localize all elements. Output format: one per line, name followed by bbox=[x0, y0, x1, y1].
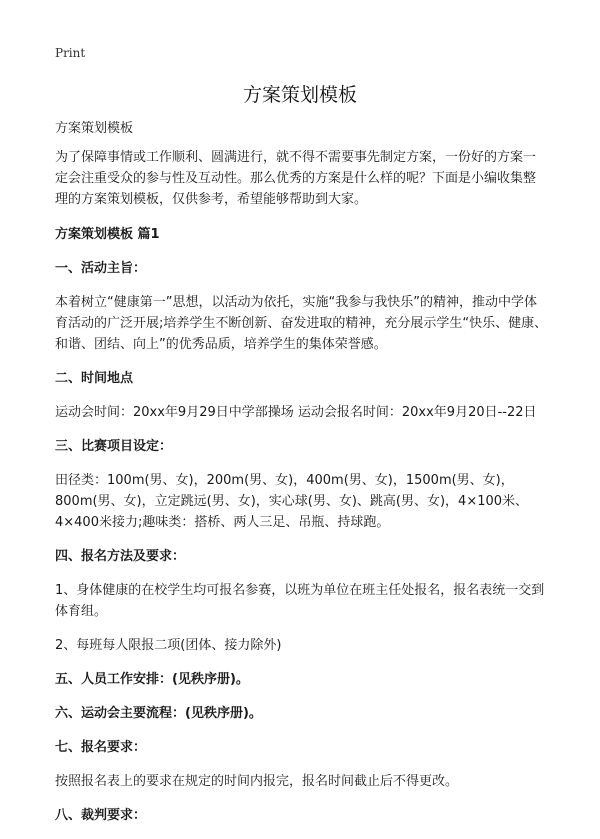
section-heading-8: 八、裁判要求： bbox=[55, 808, 147, 823]
section-3-paragraph: 田径类：100m(男、女)，200m(男、女)，400m(男、女)，1500m(男、女)，800m(男、女)，立定跳远(男、女)，实心球(男、女)、跳高(男、女)，4×100米、4×400米接力;趣味类：搭桥、两人三足、吊瓶、持球跑。 bbox=[55, 473, 529, 530]
section-heading-5: 五、人员工作安排：(见秩序册)。 bbox=[55, 672, 249, 687]
section-4-paragraph-2: 2、每班每人限报二项(团体、接力除外) bbox=[55, 638, 282, 653]
section-7-paragraph: 按照报名表上的要求在规定的时间内报完，报名时间截止后不得更改。 bbox=[55, 774, 459, 789]
section-heading-3: 三、比赛项目设定： bbox=[55, 439, 173, 454]
document-subtitle: 方案策划模板 bbox=[55, 121, 134, 136]
print-link[interactable]: Print bbox=[55, 46, 86, 60]
section-4-paragraph-1: 1、身体健康的在校学生均可报名参赛，以班为单位在班主任处报名，报名表统一交到体育组。 bbox=[55, 583, 545, 619]
intro-paragraph: 为了保障事情或工作顺利、圆满进行，就不得不需要事先制定方案，一份好的方案一定会注重受众的参与性及互动性。那么优秀的方案是什么样的呢？下面是小编收集整理的方案策划模板，仅供参考，希望能够帮助到大家。 bbox=[55, 150, 537, 207]
document-content bbox=[55, 118, 548, 839]
section-heading-4: 四、报名方法及要求： bbox=[55, 549, 186, 564]
section-heading-6: 六、运动会主要流程：(见秩序册)。 bbox=[55, 706, 262, 721]
section-title: 方案策划模板 篇1 bbox=[55, 227, 160, 242]
section-1-paragraph: 本着树立“健康第一”思想，以活动为依托，实施“我参与我快乐”的精神，推动中学体育活动的广泛开展;培养学生不断创新、奋发进取的精神，充分展示学生“快乐、健康、和谐、团结、向上”的优秀品质，培养学生的集体荣誉感。 bbox=[55, 295, 548, 352]
section-heading-1: 一、活动主旨： bbox=[55, 261, 147, 276]
section-2-paragraph: 运动会时间：20xx年9月29日中学部操场 运动会报名时间：20xx年9月20日--22日 bbox=[55, 405, 537, 420]
section-heading-2: 二、时间地点 bbox=[55, 371, 134, 386]
page-title: 方案策划模板 bbox=[242, 84, 357, 106]
section-heading-7: 七、报名要求： bbox=[55, 740, 147, 755]
